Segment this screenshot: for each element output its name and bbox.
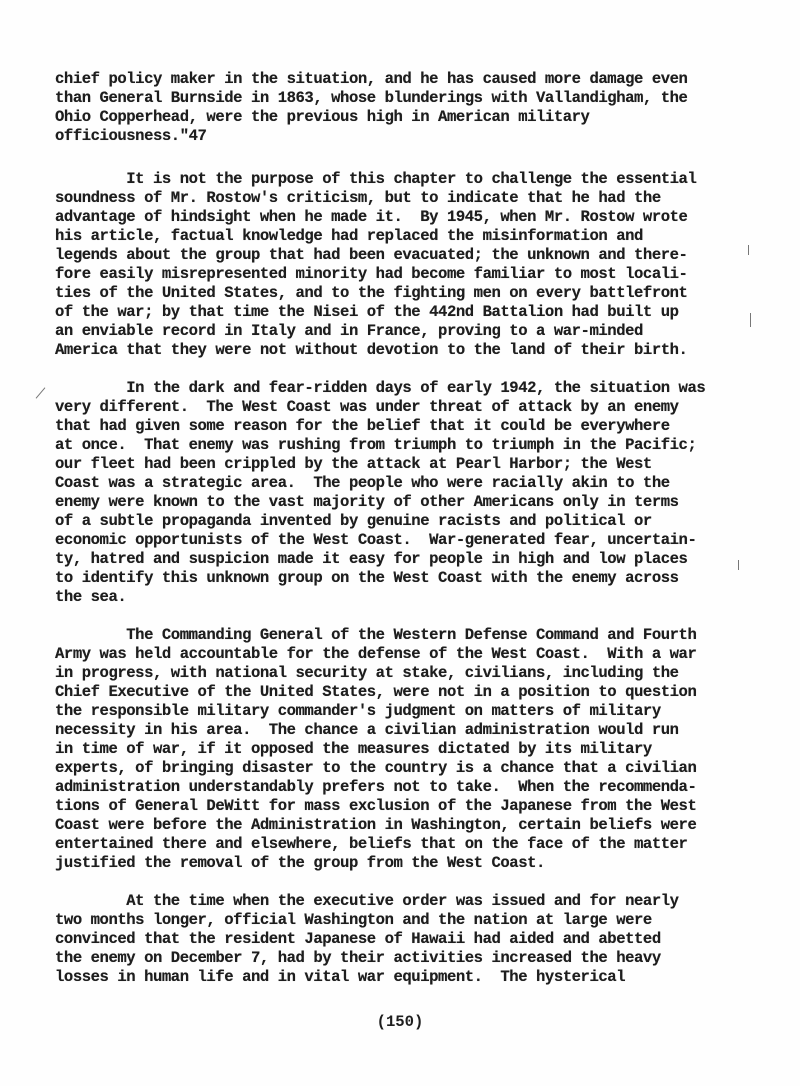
margin-mark: [738, 560, 739, 570]
text-line: at once. That enemy was rushing from triumph to triumph in the Pacific;: [55, 436, 697, 454]
text-line: tions of General DeWitt for mass exclusion of the Japanese from the West: [55, 797, 697, 815]
text-line: administration understandably prefers not to take. When the recommenda-: [55, 778, 697, 796]
text-line: experts, of bringing disaster to the country is a chance that a civilian: [55, 759, 697, 777]
text-line: Chief Executive of the United States, were not in a position to question: [55, 683, 697, 701]
text-line: soundness of Mr. Rostow's criticism, but to indicate that he had the: [55, 189, 661, 207]
text-line: justified the removal of the group from the West Coast.: [55, 854, 545, 872]
text-line: At the time when the executive order was issued and for nearly: [55, 892, 679, 910]
margin-mark: [748, 245, 749, 255]
text-line: necessity in his area. The chance a civilian administration would run: [55, 721, 679, 739]
text-line: very different. The West Coast was under threat of attack by an enemy: [55, 398, 679, 416]
text-line: advantage of hindsight when he made it. By 1945, when Mr. Rostow wrote: [55, 208, 688, 226]
text-line: in progress, with national security at stake, civilians, including the: [55, 664, 679, 682]
page-number: (150): [376, 1013, 424, 1031]
text-line: the responsible military commander's judgment on matters of military: [55, 702, 661, 720]
text-line: to identify this unknown group on the West Coast with the enemy across: [55, 569, 679, 587]
text-line: in time of war, if it opposed the measures dictated by its military: [55, 740, 652, 758]
text-line: two months longer, official Washington and the nation at large were: [55, 911, 652, 929]
text-line: ties of the United States, and to the fighting men on every battlefront: [55, 284, 688, 302]
text-line: economic opportunists of the West Coast. War-generated fear, uncertain-: [55, 531, 697, 549]
text-line: than General Burnside in 1863, whose blunderings with Vallandigham, the: [55, 89, 688, 107]
text-line: the enemy on December 7, had by their activities increased the heavy: [55, 949, 661, 967]
text-line: enemy were known to the vast majority of other Americans only in terms: [55, 493, 679, 511]
text-line: convinced that the resident Japanese of Hawaii had aided and abetted: [55, 930, 661, 948]
text-line: entertained there and elsewhere, beliefs that on the face of the matter: [55, 835, 688, 853]
text-line: Coast was a strategic area. The people who were racially akin to the: [55, 474, 670, 492]
text-line: It is not the purpose of this chapter to challenge the essential: [55, 170, 697, 188]
text-line: chief policy maker in the situation, and he has caused more damage even: [55, 70, 688, 88]
text-line: legends about the group that had been evacuated; the unknown and there-: [55, 246, 688, 264]
text-line: fore easily misrepresented minority had become familiar to most locali-: [55, 265, 688, 283]
text-line: In the dark and fear-ridden days of early 1942, the situation was: [55, 379, 706, 397]
text-line: our fleet had been crippled by the attack at Pearl Harbor; the West: [55, 455, 652, 473]
text-line: that had given some reason for the belief that it could be everywhere: [55, 417, 670, 435]
text-line: an enviable record in Italy and in France, proving to a war-minded: [55, 322, 643, 340]
text-line: Coast were before the Administration in Washington, certain beliefs were: [55, 816, 697, 834]
text-line: of the war; by that time the Nisei of the 442nd Battalion had built up: [55, 303, 679, 321]
margin-mark: [750, 313, 751, 327]
margin-mark: [36, 387, 46, 398]
text-line: Ohio Copperhead, were the previous high in American military: [55, 108, 590, 126]
text-line: the sea.: [55, 588, 127, 606]
text-line: losses in human life and in vital war equipment. The hysterical: [55, 968, 626, 986]
text-line: of a subtle propaganda invented by genuine racists and political or: [55, 512, 652, 530]
text-line: ty, hatred and suspicion made it easy for people in high and low places: [55, 550, 688, 568]
text-line: officiousness."47: [55, 127, 207, 145]
text-line: his article, factual knowledge had replaced the misinformation and: [55, 227, 643, 245]
text-line: The Commanding General of the Western Defense Command and Fourth: [55, 626, 697, 644]
text-line: Army was held accountable for the defense of the West Coast. With a war: [55, 645, 697, 663]
text-line: America that they were not without devotion to the land of their birth.: [55, 341, 688, 359]
